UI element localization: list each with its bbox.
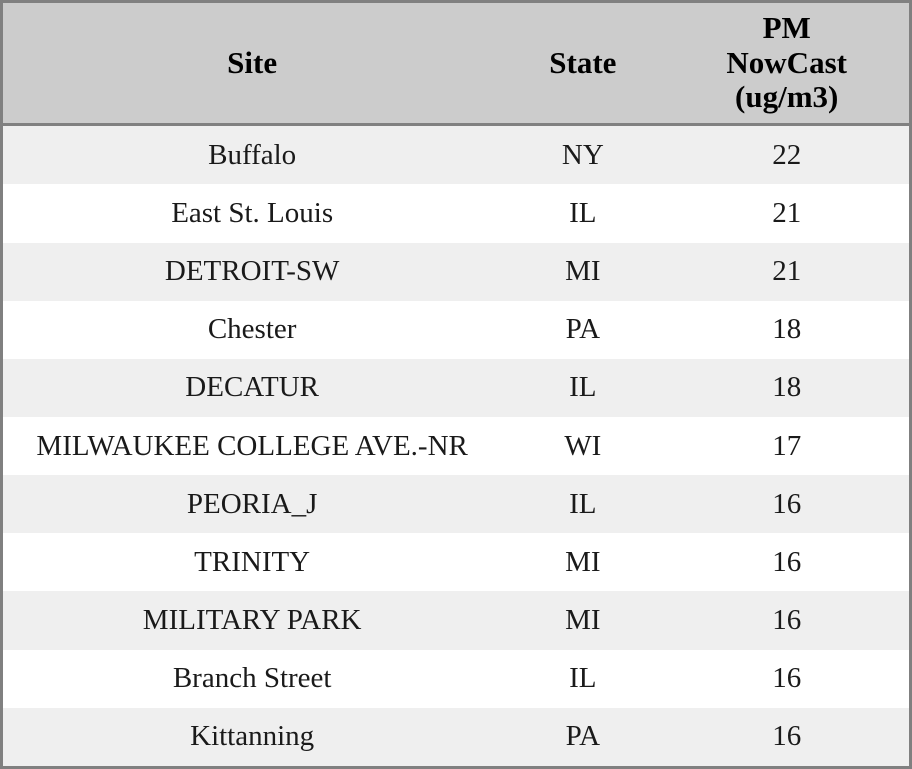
table-row xyxy=(3,708,909,766)
column-header-site: Site xyxy=(3,3,501,125)
cell-site: DECATUR xyxy=(3,359,501,417)
cell-state: MI xyxy=(501,533,664,591)
cell-value: 18 xyxy=(664,301,909,359)
column-header-pm-nowcast-line1: PM xyxy=(762,10,811,45)
cell-value: 16 xyxy=(664,591,909,649)
table-row xyxy=(3,125,909,185)
cell-site: Branch Street xyxy=(3,650,501,708)
cell-state: PA xyxy=(501,301,664,359)
cell-value: 18 xyxy=(664,359,909,417)
table-row xyxy=(3,359,909,417)
cell-state: MI xyxy=(501,591,664,649)
cell-value: 17 xyxy=(664,417,909,475)
table-header xyxy=(3,3,909,125)
table-row xyxy=(3,533,909,591)
cell-state: IL xyxy=(501,650,664,708)
cell-value: 16 xyxy=(664,650,909,708)
cell-site: Kittanning xyxy=(3,708,501,766)
cell-site: East St. Louis xyxy=(3,184,501,242)
cell-site: MILITARY PARK xyxy=(3,591,501,649)
cell-site: DETROIT-SW xyxy=(3,243,501,301)
cell-site: Chester xyxy=(3,301,501,359)
table-row xyxy=(3,184,909,242)
cell-site: MILWAUKEE COLLEGE AVE.-NR xyxy=(3,417,501,475)
cell-value: 16 xyxy=(664,708,909,766)
cell-state: NY xyxy=(501,125,664,185)
cell-state: WI xyxy=(501,417,664,475)
column-header-pm-nowcast-line2: NowCast xyxy=(726,44,847,80)
column-header-pm-nowcast-line3: (ug/m3) xyxy=(735,79,839,115)
column-header-state: State xyxy=(501,3,664,125)
cell-state: MI xyxy=(501,243,664,301)
cell-state: IL xyxy=(501,475,664,533)
cell-value: 21 xyxy=(664,243,909,301)
table-row xyxy=(3,591,909,649)
cell-site: Buffalo xyxy=(3,125,501,185)
cell-value: 21 xyxy=(664,184,909,242)
table-row xyxy=(3,650,909,708)
table-row xyxy=(3,243,909,301)
cell-state: IL xyxy=(501,359,664,417)
cell-value: 16 xyxy=(664,475,909,533)
pm-nowcast-table xyxy=(3,3,909,766)
cell-value: 16 xyxy=(664,533,909,591)
column-header-pm-nowcast xyxy=(664,3,909,125)
cell-site: PEORIA_J xyxy=(3,475,501,533)
table-header-row xyxy=(3,3,909,125)
cell-state: PA xyxy=(501,708,664,766)
table-row xyxy=(3,417,909,475)
table-row xyxy=(3,475,909,533)
cell-state: IL xyxy=(501,184,664,242)
cell-site: TRINITY xyxy=(3,533,501,591)
table-row xyxy=(3,301,909,359)
table-body xyxy=(3,125,909,766)
cell-value: 22 xyxy=(664,125,909,185)
